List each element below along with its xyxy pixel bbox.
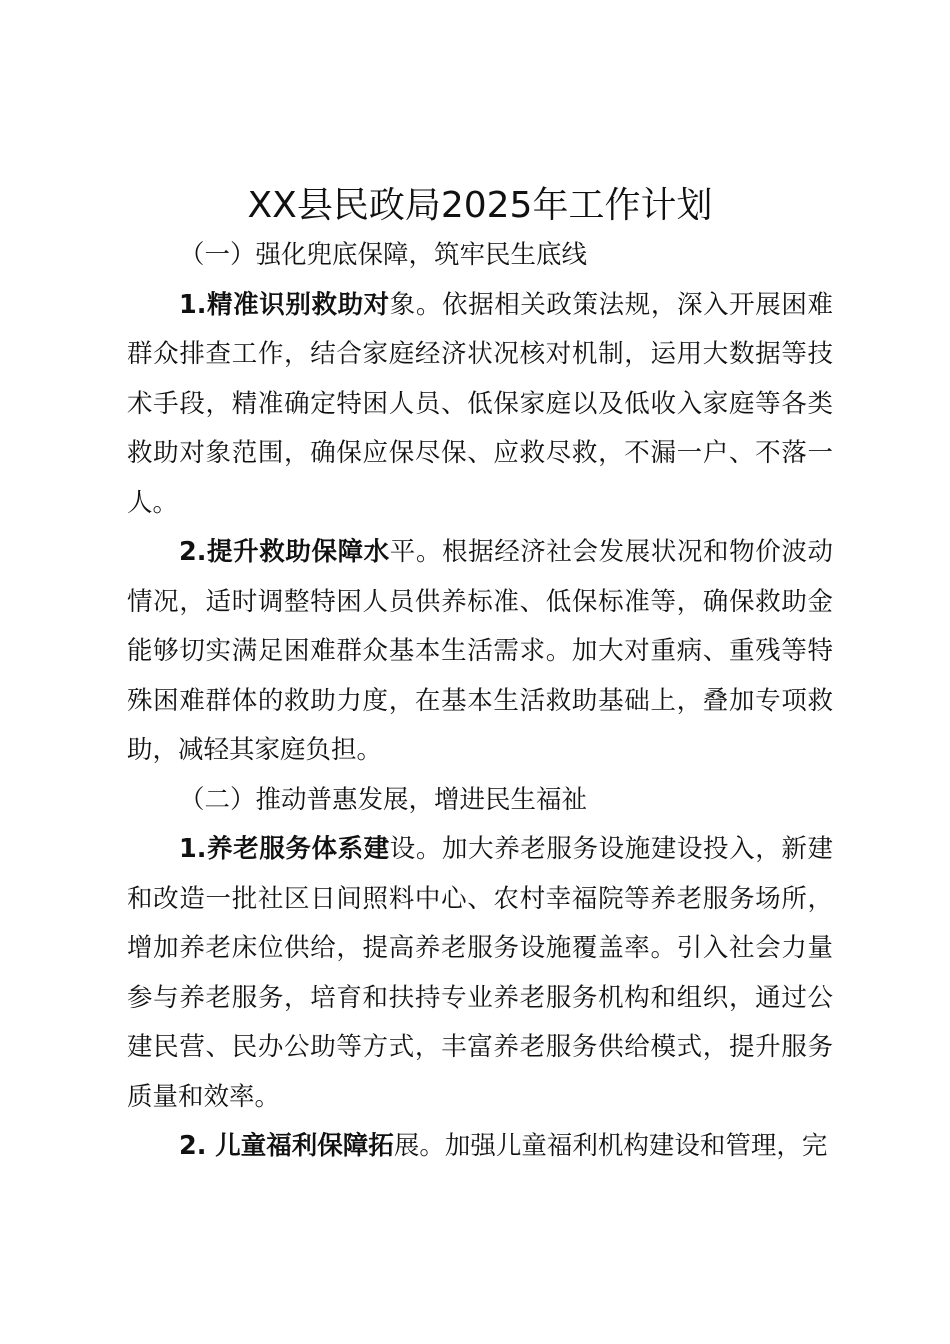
section-heading-2: （二）推动普惠发展，增进民生福祉 [179,784,588,815]
paragraph-text: 展。加强儿童福利机构建设和管理，完 [393,1131,828,1161]
paragraph-2-2 [127,1122,833,1172]
paragraph-lead: 2.提升救助保障水 [179,537,390,567]
section-heading-1: （一）强化兜底保障，筑牢民生底线 [179,240,588,270]
paragraph-lead: 1.养老服务体系建 [179,834,390,864]
paragraph-2-1 [127,825,833,1122]
paragraph-1-1 [127,281,833,529]
paragraph-text: 象。依据相关政策法规，深入开展困难群众排查工作，结合家庭经济状况核对机制，运用大数据等技术手段，精准确定特困人员、低保家庭以及低收入家庭等各类救助对象范围，确保应保尽保、应救尽救，不漏一户、不落一人。 [127,289,833,518]
paragraph-lead: 1.精准识别救助对 [179,289,390,320]
paragraph-1-2 [127,528,833,776]
paragraph-lead: 2. 儿童福利保障拓 [179,1131,394,1161]
document-body [127,231,833,1172]
paragraph-text: 设。加大养老服务设施建设投入，新建和改造一批社区日间照料中心、农村幸福院等养老服务场所，增加养老床位供给，提高养老服务设施覆盖率。引入社会力量参与养老服务，培育和扶持专业养老服务机构和组织，通过公建民营、民办公助等方式，丰富养老服务供给模式，提升服务质量和效率。 [127,834,833,1112]
paragraph-text: 平。根据经济社会发展状况和物价波动情况，适时调整特困人员供养标准、低保标准等，确保救助金能够切实满足困难群众基本生活需求。加大对重病、重残等特殊困难群体的救助力度，在基本生活救助基础上，叠加专项救助，减轻其家庭负担。 [127,537,833,765]
document-title: XX县民政局2025年工作计划 [247,185,713,226]
